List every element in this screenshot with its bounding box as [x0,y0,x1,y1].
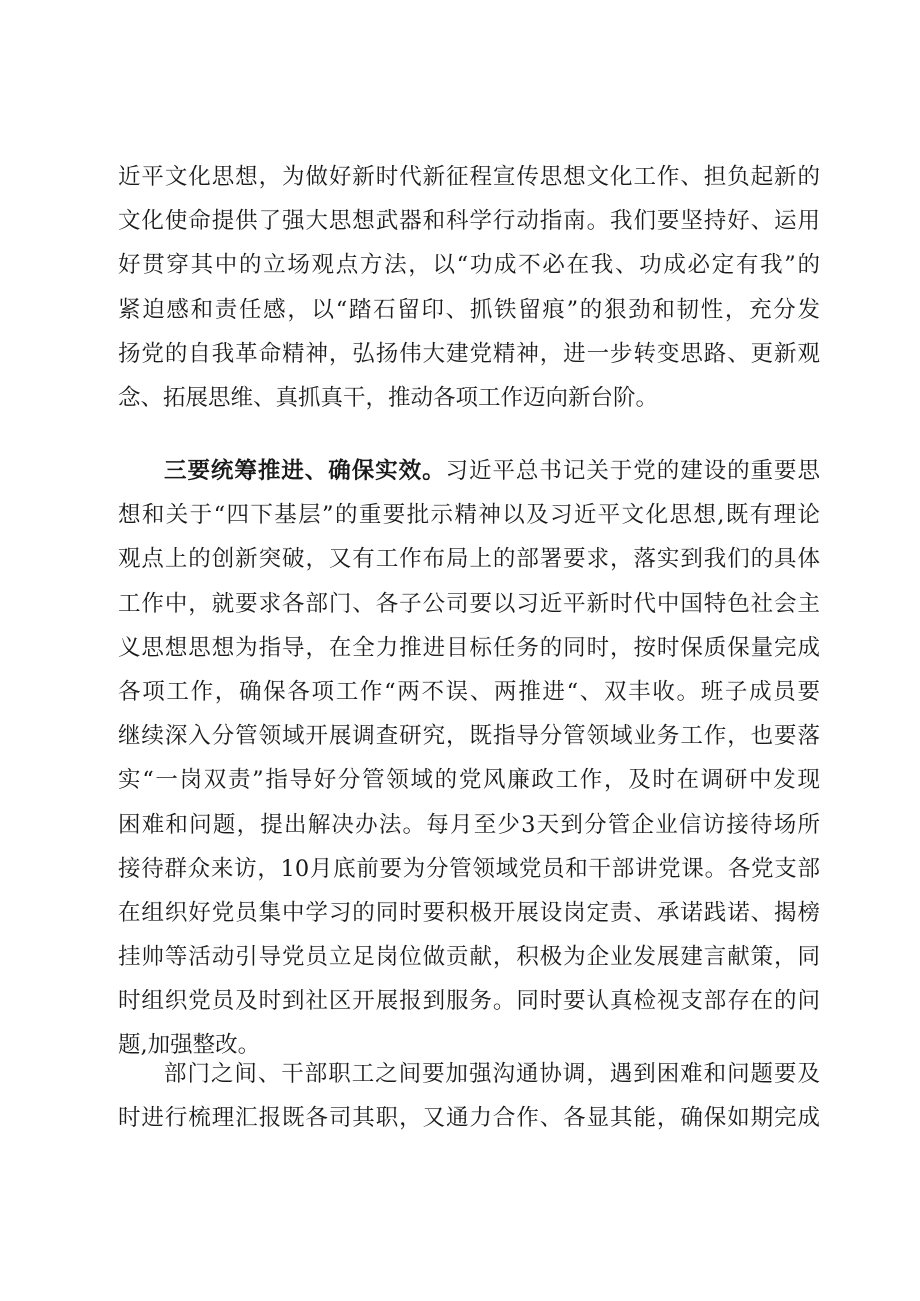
paragraph-line: 部门之间、干部职工之间要加强沟通协调，遇到困难和问题要及 [164,1061,820,1087]
paragraph-line: 扬党的自我革命精神，弘扬伟大建党精神，进一步转变思路、更新观 [118,340,820,367]
paragraph-line: 紧迫感和责任感，以“踏石留印、抓铁留痕”的狠劲和韧性，充分发 [118,296,820,323]
paragraph-first-line-text: 习近平总书记关于党的建设的重要思 [445,458,820,484]
paragraph-line: 挂帅等活动引导党员立足岗位做贡献，积极为企业发展建言献策，同 [118,944,820,971]
paragraph-line: 时组织党员及时到社区开展报到服务。同时要认真检视支部存在的问 [118,988,820,1015]
paragraph-line: 想和关于“四下基层”的重要批示精神以及习近平文化思想,既有理论 [118,502,820,529]
paragraph-line: 各项工作，确保各项工作“两不误、两推进“、双丰收。班子成员要 [118,678,820,705]
paragraph-line: 义思想思想为指导，在全力推进目标任务的同时，按时保质保量完成 [118,634,820,661]
paragraph-line: 好贯穿其中的立场观点方法，以“功成不必在我、功成必定有我”的 [118,252,820,279]
paragraph-line: 题,加强整改。 [118,1032,261,1059]
paragraph-line: 工作中，就要求各部门、各子公司要以习近平新时代中国特色社会主 [118,590,820,617]
paragraph-line: 念、拓展思维、真抓真干，推动各项工作迈向新台阶。 [118,384,659,411]
paragraph-line: 实“一岗双责”指导好分管领域的党风廉政工作，及时在调研中发现 [118,767,820,794]
paragraph-2 [118,449,820,1068]
paragraph-first-line [118,449,820,493]
paragraph-3 [118,1052,820,1140]
paragraph-lead-heading: 三要统筹推进、确保实效。 [164,458,446,484]
paragraph-line: 接待群众来访，10月底前要为分管领域党员和干部讲党课。各党支部 [118,855,820,882]
paragraph-line: 时进行梳理汇报既各司其职，又通力合作、各显其能，确保如期完成 [118,1105,820,1132]
paragraph-line: 文化使命提供了强大思想武器和科学行动指南。我们要坚持好、运用 [118,208,820,235]
paragraph-line: 在组织好党员集中学习的同时要积极开展设岗定责、承诺践诺、揭榜 [118,899,820,926]
paragraph-line: 继续深入分管领域开展调查研究，既指导分管领域业务工作，也要落 [118,723,820,750]
paragraph-1 [118,155,820,420]
paragraph-line: 困难和问题，提出解决办法。每月至少3天到分管企业信访接待场所 [118,811,820,838]
paragraph-line: 近平文化思想，为做好新时代新征程宣传思想文化工作、担负起新的 [118,164,820,190]
paragraph-line: 观点上的创新突破，又有工作布局上的部署要求，落实到我们的具体 [118,546,820,573]
